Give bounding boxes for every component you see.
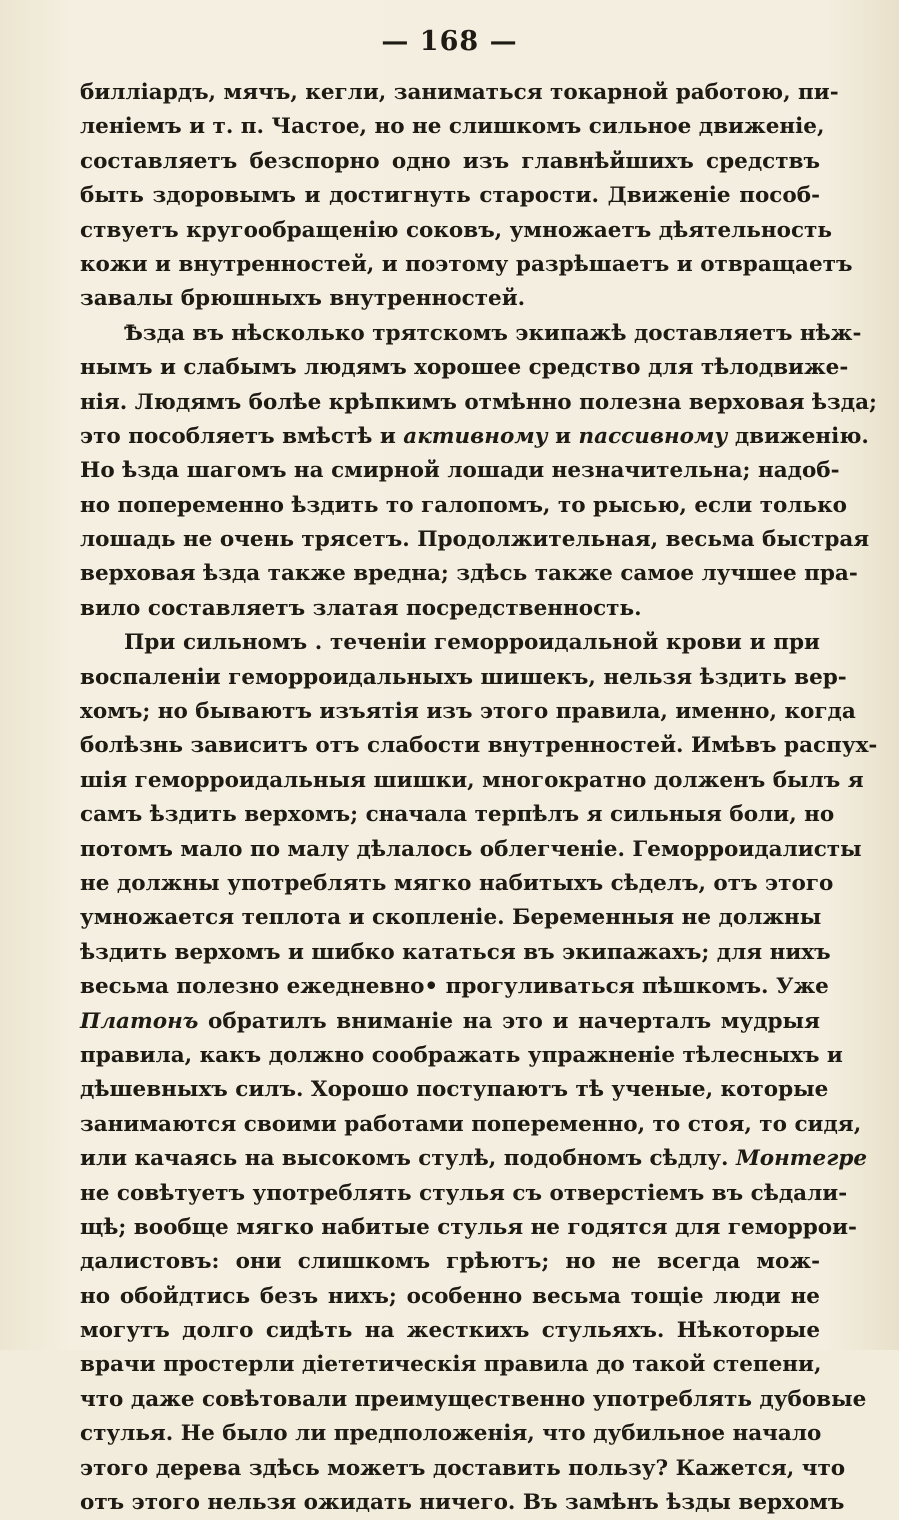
italic-text: Платонъ	[80, 1008, 199, 1034]
text-line	[80, 1383, 867, 1417]
text-span: ствуетъ кругообращенію соковъ, умножаетъ дѣятельность	[80, 217, 832, 243]
text-line	[80, 557, 858, 591]
text-span: кожи и внутренностей, и поэтому разрѣшаетъ и отвращаетъ	[80, 251, 853, 277]
text-span: что даже совѣтовали преимущественно употреблять дубовые	[80, 1386, 867, 1412]
text-line	[80, 351, 849, 385]
text-line	[80, 936, 831, 970]
text-span: движенію.	[727, 423, 869, 449]
text-span: самъ ѣздить верхомъ; сначала терпѣлъ я сильныя боли, но	[80, 802, 835, 828]
text-span: билліардъ, мячъ, кегли, заниматься токарной работою, пи-	[80, 80, 839, 105]
text-line	[80, 901, 820, 935]
text-span: но обойдтись безъ нихъ; особенно весьма тощіе люди не	[80, 1283, 820, 1309]
text-line	[80, 454, 840, 488]
text-span: При сильномъ . теченіи геморроидальной крови и при	[124, 630, 820, 656]
text-span: щѣ; вообще мягко набитые стулья не годятся для геморрои-	[80, 1214, 857, 1240]
text-span: вило составляетъ златая посредственность.	[80, 595, 642, 621]
text-line	[80, 661, 847, 695]
text-line	[80, 523, 870, 557]
text-line	[80, 179, 820, 213]
text-line	[80, 1108, 862, 1142]
text-line	[80, 833, 862, 867]
text-line	[80, 248, 853, 282]
text-span: нія. Людямъ болѣе крѣпкимъ отмѣнно полезна верховая ѣзда;	[80, 389, 877, 415]
text-span: правила, какъ должно соображать упражненіе тѣлесныхъ и	[80, 1042, 843, 1068]
text-span: болѣзнь зависитъ отъ слабости внутренностей. Имѣвъ распух-	[80, 733, 878, 759]
text-line	[80, 1348, 820, 1382]
text-span: но попеременно ѣздить то галопомъ, то рысью, если только	[80, 492, 847, 518]
text-line	[80, 76, 839, 110]
text-line	[80, 1417, 820, 1451]
text-line	[80, 145, 820, 179]
text-line	[80, 626, 820, 660]
text-span: леніемъ и т. п. Частое, но не слишкомъ сильное движеніе,	[80, 114, 825, 140]
text-span: не совѣтуетъ употреблять стулья съ отверстіемъ въ сѣдали-	[80, 1180, 848, 1206]
text-line	[80, 282, 820, 316]
text-span: составляетъ безспорно одно изъ главнѣйшихъ средствъ	[80, 148, 820, 174]
text-span: обратилъ вниманіе на это и начерталъ мудрыя	[198, 1008, 820, 1034]
italic-text: пассивному	[578, 423, 728, 449]
text-span: это пособляетъ вмѣстѣ и	[80, 423, 404, 449]
text-span: врачи простерли діететическія правила до такой степени,	[80, 1352, 822, 1378]
text-line	[80, 420, 869, 454]
text-line	[80, 729, 878, 763]
text-line	[80, 1142, 868, 1176]
text-line	[80, 1486, 845, 1520]
text-line	[80, 1314, 820, 1348]
text-line	[80, 1245, 820, 1279]
text-line	[80, 214, 832, 248]
text-line	[80, 1005, 820, 1039]
italic-text: Монтегре	[735, 1146, 868, 1172]
text-span: и	[547, 423, 579, 449]
text-span: Но ѣзда шагомъ на смирной лошади незначительна; надоб-	[80, 458, 840, 484]
italic-text: активному	[403, 423, 548, 449]
text-span: далистовъ: они слишкомъ грѣютъ; но не всегда мож-	[80, 1249, 820, 1275]
text-span: потомъ мало по малу дѣлалось облегченіе. Геморроидалисты	[80, 836, 862, 862]
text-span: воспаленіи геморроидальныхъ шишекъ, нельзя ѣздить вер-	[80, 664, 847, 690]
text-span: или качаясь на высокомъ стулѣ, подобномъ сѣдлу.	[80, 1146, 736, 1172]
page-number: — 168 —	[381, 26, 518, 57]
text-span: отъ этого нельзя ожидать ничего. Въ замѣнъ ѣзды верхомъ	[80, 1490, 845, 1516]
text-span: занимаются своими работами попеременно, то стоя, то сидя,	[80, 1111, 862, 1137]
text-span: быть здоровымъ и достигнуть старости. Движеніе пособ-	[80, 183, 820, 209]
text-span: хомъ; но бываютъ изъятія изъ этого правила, именно, когда	[80, 699, 856, 725]
text-line	[80, 1452, 846, 1486]
text-line	[80, 1039, 843, 1073]
text-span: шія геморроидальныя шишки, многократно долженъ былъ я	[80, 767, 864, 793]
text-line	[80, 798, 835, 832]
text-line	[80, 1280, 820, 1314]
text-span: этого дерева здѣсь можетъ доставить пользу? Кажется, что	[80, 1455, 846, 1481]
text-span: стулья. Не было ли предположенія, что дубильное начало	[80, 1421, 822, 1447]
text-line	[80, 1073, 829, 1107]
text-line	[80, 317, 862, 351]
text-span: верховая ѣзда также вредна; здѣсь также самое лучшее пра-	[80, 561, 858, 587]
text-line	[80, 386, 877, 420]
text-span: могутъ долго сидѣть на жесткихъ стульяхъ. Нѣкоторые	[80, 1318, 820, 1344]
text-span: ѣздить верхомъ и шибко кататься въ экипажахъ; для нихъ	[80, 939, 831, 965]
text-span: не должны употреблять мягко набитыхъ сѣделъ, отъ этого	[80, 870, 834, 896]
text-span: лошадь не очень трясетъ. Продолжительная, весьма быстрая	[80, 527, 870, 553]
text-line	[80, 867, 834, 901]
text-line	[80, 764, 864, 798]
text-line	[80, 592, 820, 626]
text-span: весьма полезно ежедневно• прогуливаться пѣшкомъ. Уже	[80, 974, 829, 1000]
text-span: Ѣзда въ нѣсколько трятскомъ экипажѣ доставляетъ нѣж-	[124, 320, 862, 346]
body-text	[80, 76, 878, 1520]
text-line	[80, 489, 847, 523]
text-span: умножается теплота и скопленіе. Беременныя не должны	[80, 905, 822, 931]
text-line	[80, 110, 825, 144]
text-span: завалы брюшныхъ внутренностей.	[80, 286, 526, 312]
text-line	[80, 970, 829, 1004]
text-line	[80, 695, 856, 729]
text-line	[80, 1177, 848, 1211]
text-line	[80, 1211, 857, 1245]
text-span: нымъ и слабымъ людямъ хорошее средство для тѣлодвиже-	[80, 355, 849, 381]
text-span: дѣшевныхъ силъ. Хорошо поступаютъ тѣ ученые, которые	[80, 1077, 829, 1103]
